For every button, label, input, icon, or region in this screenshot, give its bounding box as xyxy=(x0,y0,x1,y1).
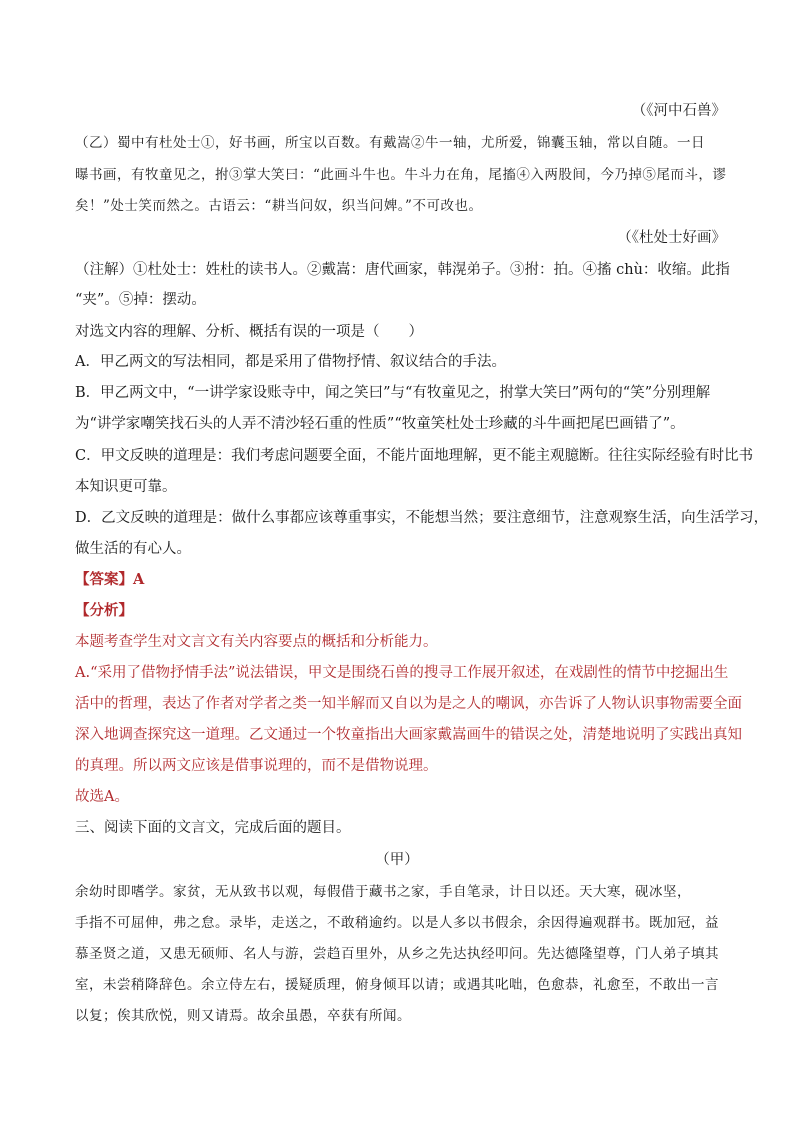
answer-label: 【答案】A xyxy=(75,571,145,588)
option-b-cont: 为“讲学家嘲笑找石头的人弄不清沙轻石重的性质”“牧童笑杜处士珍藏的斗牛画把尾巴画错了”。 xyxy=(75,416,685,432)
passage-line: 矣！”处士笑而然之。古语云：“耕当问奴，织当问婢。”不可改也。 xyxy=(75,198,483,214)
passage-line: 室，未尝稍降辞色。余立侍左右，援疑质理，俯身倾耳以请；或遇其叱咄，色愈恭，礼愈至，不敢出一言 xyxy=(75,977,719,993)
note-line: （注解）①杜处士：姓杜的读书人。②戴嵩：唐代画家，韩滉弟子。③拊：拍。④搐 chù：收缩。此指 xyxy=(75,262,730,278)
analysis-line: A.“采用了借物抒情手法”说法错误，甲文是围绕石兽的搜寻工作展开叙述，在戏剧性的情节中挖掘出生 xyxy=(75,665,729,681)
passage-line: 曝书画，有牧童见之，拊③掌大笑曰：“此画斗牛也。牛斗力在角，尾搐④入两股间，今乃掉⑤尾而斗，谬 xyxy=(75,167,727,183)
option-d: D．乙文反映的道理是：做什么事都应该尊重事实，不能想当然；要注意细节，注意观察生活，向生活学习， xyxy=(75,510,769,526)
passage-line: 慕圣贤之道，又患无硕师、名人与游，尝趋百里外，从乡之先达执经叩问。先达德隆望尊，门人弟子填其 xyxy=(75,946,719,962)
passage-line: 手指不可屈伸，弗之怠。录毕，走送之，不敢稍逾约。以是人多以书假余，余因得遍观群书。既加冠，益 xyxy=(75,915,719,931)
option-a: A．甲乙两文的写法相同，都是采用了借物抒情、叙议结合的手法。 xyxy=(75,354,506,370)
passage-line: 以复；俟其欣悦，则又请焉。故余虽愚，卒获有所闻。 xyxy=(75,1008,411,1024)
analysis-label: 【分析】 xyxy=(75,602,133,619)
analysis-line: 深入地调查探究这一道理。乙文通过一个牧童指出大画家戴嵩画牛的错误之处，清楚地说明了实践出真知 xyxy=(75,727,742,743)
conclusion: 故选A。 xyxy=(75,789,129,805)
analysis-intro: 本题考查学生对文言文有关内容要点的概括和分析能力。 xyxy=(75,634,438,650)
passage-jia-heading: （甲） xyxy=(375,852,419,868)
source-citation-a: （《河中石兽》 xyxy=(631,103,726,119)
analysis-line: 的真理。所以两文应该是借事说理的，而不是借物说理。 xyxy=(75,758,438,774)
question-stem: 对选文内容的理解、分析、概括有误的一项是（ ） xyxy=(75,324,423,340)
option-c: C．甲文反映的道理是：我们考虑问题要全面，不能片面地理解，更不能主观臆断。往往实际经验有时比书 xyxy=(75,448,754,464)
option-b: B．甲乙两文中，“一讲学家设账寺中，闻之笑曰”与“有牧童见之，拊掌大笑曰”两句的“笑”分别理解 xyxy=(75,385,711,401)
section-title: 三、阅读下面的文言文，完成后面的题目。 xyxy=(75,820,351,836)
note-line: “夹”。⑤掉：摆动。 xyxy=(75,292,206,308)
option-d-cont: 做生活的有心人。 xyxy=(75,541,191,557)
option-c-cont: 本知识更可靠。 xyxy=(75,479,177,495)
source-citation-b: （《杜处士好画》 xyxy=(617,230,726,246)
analysis-line: 活中的哲理，表达了作者对学者之类一知半解而又自以为是之人的嘲讽，亦告诉了人物认识事物需要全面 xyxy=(75,696,742,712)
passage-line: （乙）蜀中有杜处士①，好书画，所宝以百数。有戴嵩②牛一轴，尤所爱，锦囊玉轴，常以自随。一日 xyxy=(75,135,705,151)
passage-line: 余幼时即嗜学。家贫，无从致书以观，每假借于藏书之家，手自笔录，计日以还。天大寒，砚冰坚， xyxy=(75,884,691,900)
